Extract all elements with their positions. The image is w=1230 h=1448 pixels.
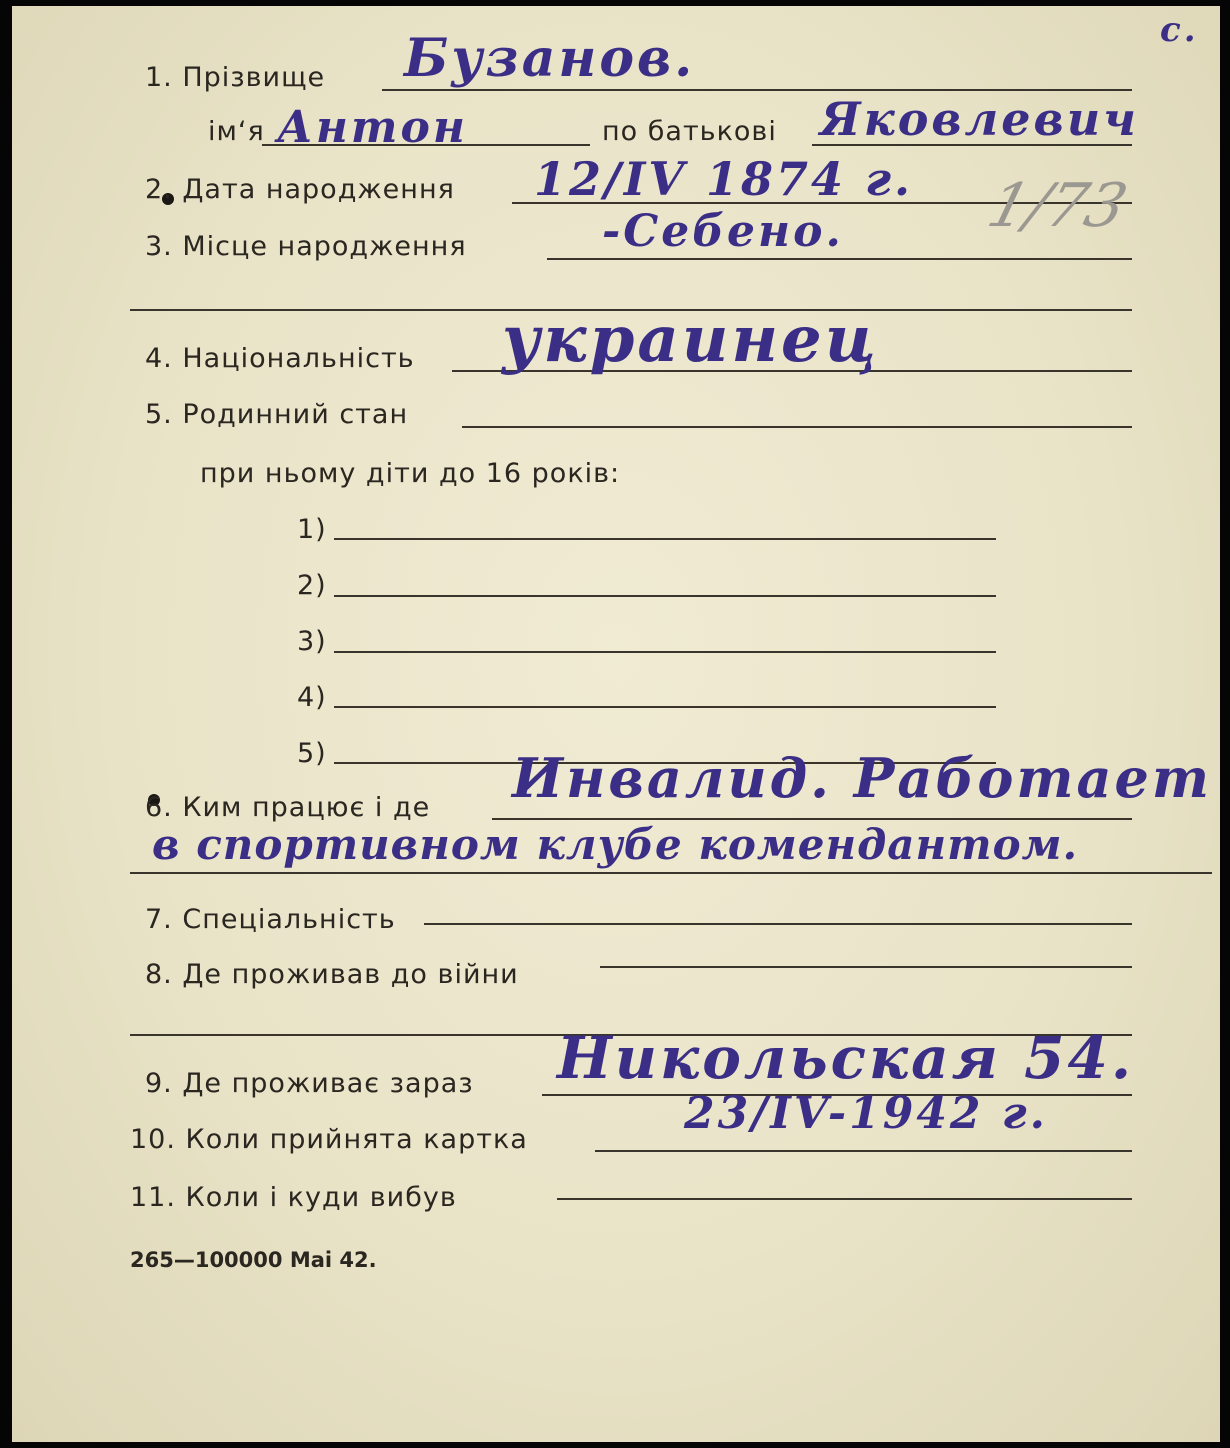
corner-mark: с.	[1160, 10, 1199, 50]
marital-status-line	[462, 426, 1132, 428]
marital-status-label: 5. Родинний стан	[145, 399, 409, 430]
card-date-line	[595, 1150, 1132, 1152]
birth-place-label: 3. Місце народження	[145, 231, 467, 262]
child-number-4: 4)	[297, 682, 327, 713]
child-line-2	[334, 595, 996, 597]
card-date-value: 23/IV-1942 г.	[684, 1088, 1048, 1139]
departure-label: 11. Коли і куди вибув	[130, 1182, 457, 1213]
patronymic-value: Яковлевич	[820, 92, 1140, 146]
birth-place-value: -Себено.	[602, 206, 844, 257]
pencil-mark: 1/73	[980, 171, 1135, 241]
occupation-value-line2: в спортивном клубе комендантом.	[152, 820, 1079, 869]
print-code: 265—100000 Mai 42.	[130, 1248, 377, 1272]
birth-place-line	[547, 258, 1132, 260]
prewar-address-line	[600, 966, 1132, 968]
surname-value: Бузанов.	[404, 28, 696, 89]
prewar-address-label: 8. Де проживав до війни	[145, 959, 519, 990]
child-number-2: 2)	[297, 570, 327, 601]
registration-card	[12, 6, 1220, 1442]
current-address-value: Никольская 54.	[557, 1024, 1135, 1092]
occupation-label: 6. Ким працює і де	[145, 792, 431, 823]
name-value: Антон	[277, 102, 468, 153]
child-line-3	[334, 651, 996, 653]
patronymic-label: по батькові	[602, 116, 777, 147]
nationality-value: украинец	[502, 302, 880, 377]
child-line-1	[334, 538, 996, 540]
child-number-5: 5)	[297, 738, 327, 769]
children-label: при ньому діти до 16 років:	[200, 458, 621, 489]
departure-line	[557, 1198, 1132, 1200]
card-date-label: 10. Коли прийнята картка	[130, 1124, 528, 1155]
name-label: ім‘я	[208, 116, 265, 147]
birth-date-label: 2. Дата народження	[145, 174, 455, 205]
nationality-label: 4. Національність	[145, 343, 415, 374]
child-number-3: 3)	[297, 626, 327, 657]
specialty-label: 7. Спеціальність	[145, 904, 396, 935]
occupation-value-line1: Инвалид. Работает	[512, 746, 1213, 810]
birth-date-value: 12/IV 1874 г.	[534, 152, 913, 206]
surname-line	[382, 89, 1132, 91]
child-number-1: 1)	[297, 514, 327, 545]
specialty-line	[424, 923, 1132, 925]
surname-label: 1. Прізвище	[145, 62, 326, 93]
child-line-4	[334, 706, 996, 708]
occupation-line-2	[130, 872, 1212, 874]
current-address-label: 9. Де проживає зараз	[145, 1068, 474, 1099]
